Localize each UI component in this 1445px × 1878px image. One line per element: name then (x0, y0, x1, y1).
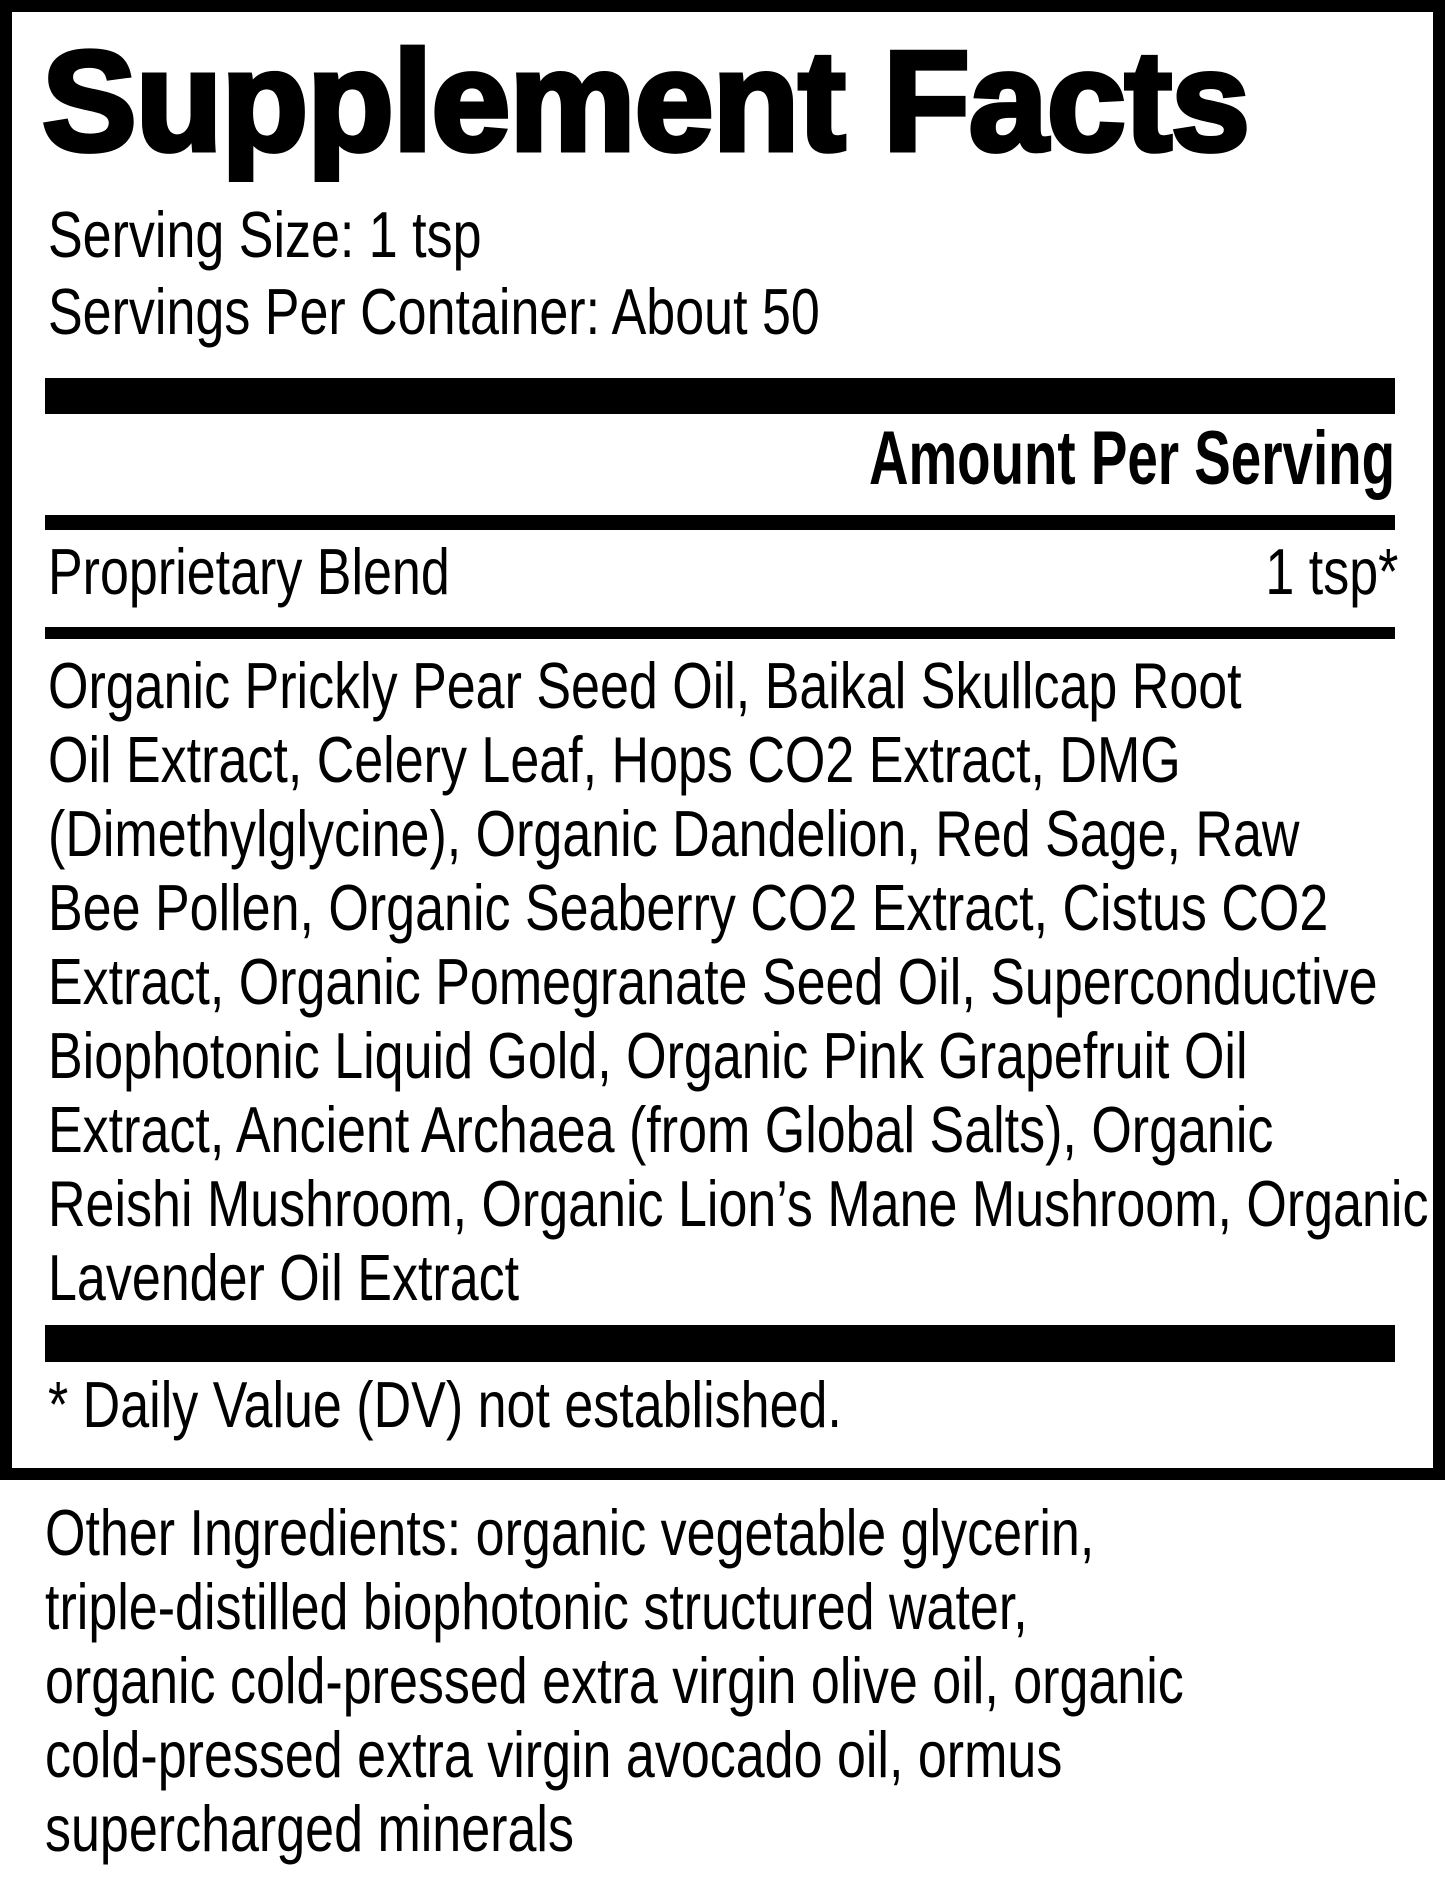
serving-size-text: Serving Size: 1 tsp (48, 198, 482, 271)
text-line: (Dimethylglycine), Organic Dandelion, Red Sage, Raw (48, 797, 1300, 870)
proprietary-blend-amount: 1 tsp* (1265, 535, 1399, 608)
text-line: Extract, Organic Pomegranate Seed Oil, Superconductive (48, 945, 1378, 1018)
text-line: Lavender Oil Extract (48, 1241, 520, 1314)
text-line: Biophotonic Liquid Gold, Organic Pink Grapefruit Oil (48, 1019, 1248, 1092)
text-line: Organic Prickly Pear Seed Oil, Baikal Skullcap Root (48, 649, 1242, 722)
text-line: Oil Extract, Celery Leaf, Hops CO2 Extract, DMG (48, 723, 1181, 796)
text-line: Reishi Mushroom, Organic Lion’s Mane Mushroom, Organic (48, 1167, 1429, 1240)
divider-bar-thin-below-blend (45, 627, 1395, 639)
servings-per-container-text: Servings Per Container: About 50 (48, 275, 820, 348)
amount-per-serving-header: Amount Per Serving (868, 416, 1395, 501)
divider-bar-thin-above-blend (45, 515, 1395, 530)
divider-bar-thick-bottom (45, 1325, 1395, 1362)
proprietary-blend-name: Proprietary Blend (48, 535, 450, 608)
text-line: Bee Pollen, Organic Seaberry CO2 Extract, Cistus CO2 (48, 871, 1329, 944)
text-line: Extract, Ancient Archaea (from Global Salts), Organic (48, 1093, 1274, 1166)
divider-bar-thick-top (45, 378, 1395, 414)
text-line: supercharged minerals (45, 1792, 574, 1865)
other-ingredients-text (45, 1496, 1445, 1866)
text-line: triple-distilled biophotonic structured water, (45, 1570, 1028, 1643)
supplement-facts-title: Supplement Facts (42, 22, 1250, 181)
text-line: Other Ingredients: organic vegetable glycerin, (45, 1496, 1095, 1569)
text-line: organic cold-pressed extra virgin olive oil, organic (45, 1644, 1184, 1717)
daily-value-note: * Daily Value (DV) not established. (48, 1368, 842, 1441)
proprietary-blend-row (48, 535, 1399, 608)
proprietary-blend-ingredients (48, 649, 1429, 1315)
text-line: cold-pressed extra virgin avocado oil, ormus (45, 1718, 1063, 1791)
